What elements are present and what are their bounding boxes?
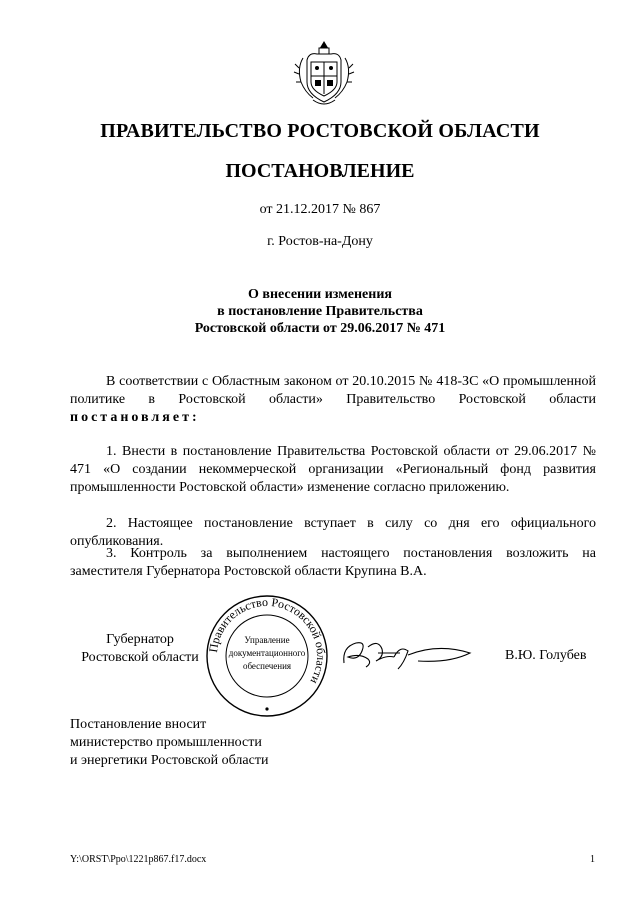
submitter-note xyxy=(70,716,268,770)
preamble-text: В соответствии с Областным законом от 20.10.2015 № 418-ЗС «О промышленной политике в Ростовской области» Правительство Ростовской области xyxy=(70,374,596,407)
handwritten-signature xyxy=(338,633,478,673)
file-path: Y:\ORST\Ppo\1221p867.f17.docx xyxy=(70,854,207,865)
position-line: Губернатор xyxy=(106,632,174,647)
clause-1: 1. Внести в постановление Правительства Ростовской области от 29.06.2017 № 471 «О создании некоммерческой организации «Региональный фонд развития промышленности Ростовской области» изменение согласно приложению. xyxy=(70,444,596,495)
document-subject xyxy=(0,286,640,337)
document-type: ПОСТАНОВЛЕНИЕ xyxy=(225,160,415,182)
official-seal xyxy=(204,593,330,719)
signer-position xyxy=(70,631,210,667)
document-date-number: от 21.12.2017 № 867 xyxy=(259,202,381,217)
submitter-line: Постановление вносит xyxy=(70,717,207,732)
clause-2: 2. Настоящее постановление вступает в силу со дня его официального опубликования. xyxy=(70,516,596,549)
submitter-line: министерство промышленности xyxy=(70,735,262,750)
subject-line: О внесении изменения xyxy=(248,287,392,302)
page-number: 1 xyxy=(590,854,595,865)
document-city: г. Ростов-на-Дону xyxy=(267,234,373,249)
decree-word: постановляет: xyxy=(70,410,200,425)
org-title: ПРАВИТЕЛЬСТВО РОСТОВСКОЙ ОБЛАСТИ xyxy=(100,120,540,142)
seal-center-line: Управление xyxy=(244,635,290,645)
position-line: Ростовской области xyxy=(81,650,199,665)
subject-line: в постановление Правительства xyxy=(217,304,423,319)
signer-name: В.Ю. Голубев xyxy=(505,648,587,663)
seal-ring-text: Правительство Ростовской области xyxy=(206,594,329,687)
seal-center-line: документационного xyxy=(228,648,306,658)
submitter-line: и энергетики Ростовской области xyxy=(70,753,269,768)
seal-center-line: обеспечения xyxy=(242,661,292,671)
subject-line: Ростовской области от 29.06.2017 № 471 xyxy=(194,321,446,336)
preamble-paragraph xyxy=(70,373,596,427)
coat-of-arms-icon xyxy=(293,38,355,110)
clause-3: 3. Контроль за выполнением настоящего постановления возложить на заместителя Губернатора Ростовской области Крупина В.А. xyxy=(70,546,596,579)
